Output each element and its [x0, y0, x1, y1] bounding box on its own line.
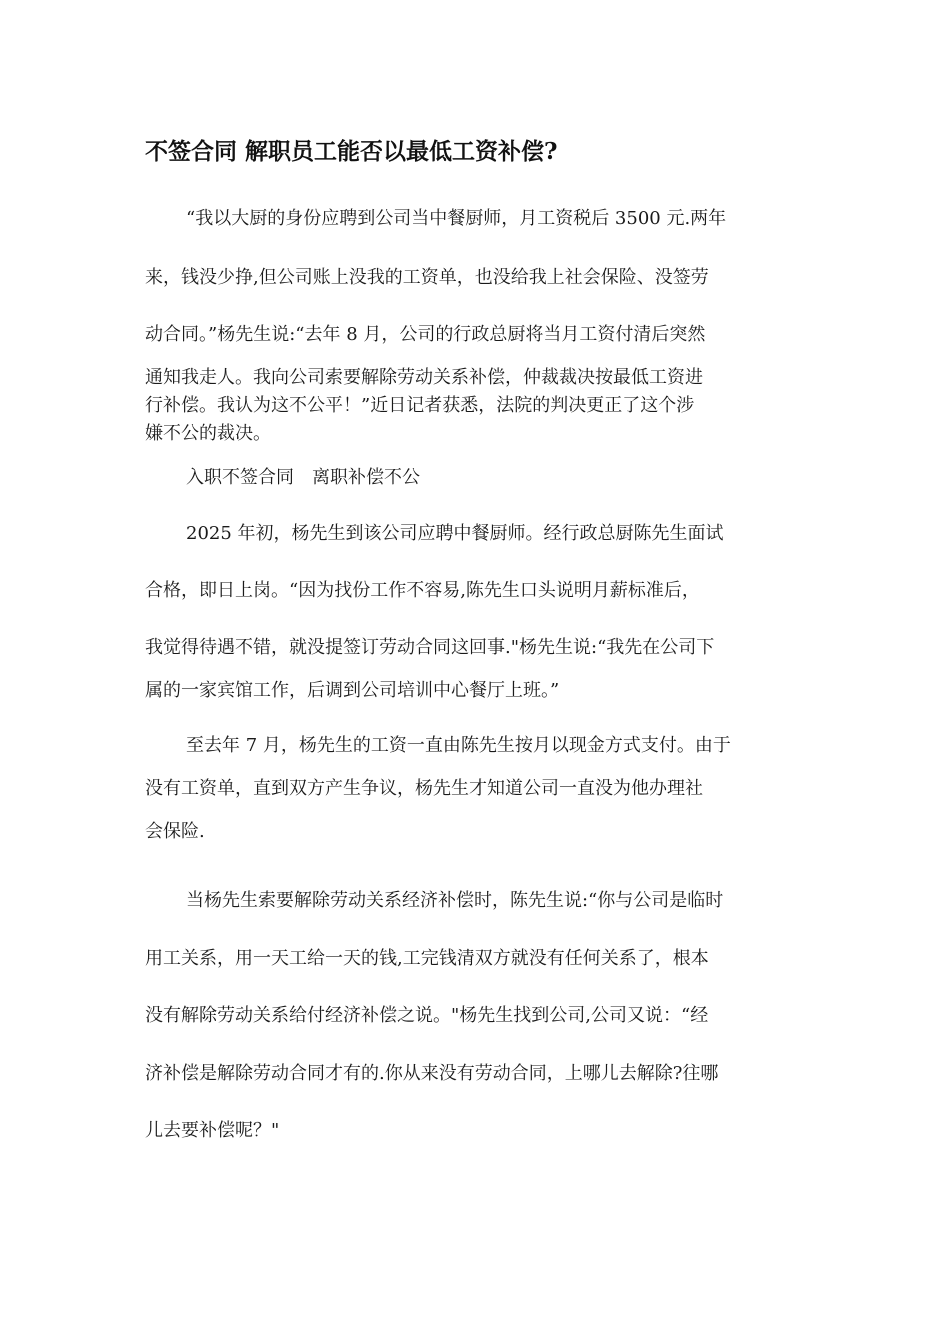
paragraph-line: 合格，即日上岗。“因为找份工作不容易,陈先生口头说明月薪标准后，	[145, 580, 700, 601]
paragraph-line: 2025 年初，杨先生到该公司应聘中餐厨师。经行政总厨陈先生面试	[186, 523, 724, 544]
paragraph-line: 至去年 7 月，杨先生的工资一直由陈先生按月以现金方式支付。由于	[186, 735, 731, 756]
paragraph-line: 行补偿。我认为这不公平！”近日记者获悉，法院的判决更正了这个涉	[145, 395, 695, 416]
paragraph-line: 动合同。”杨先生说:“去年 8 月，公司的行政总厨将当月工资付清后突然	[145, 324, 706, 345]
paragraph-line: 通知我走人。我向公司索要解除劳动关系补偿，仲裁裁决按最低工资进	[145, 367, 703, 388]
article-title: 不签合同 解职员工能否以最低工资补偿?	[145, 138, 558, 165]
paragraph-line: 来，钱没少挣,但公司账上没我的工资单，也没给我上社会保险、没签劳	[145, 267, 709, 288]
paragraph-line: 用工关系，用一天工给一天的钱,工完钱清双方就没有任何关系了，根本	[145, 948, 709, 969]
paragraph-line: 会保险.	[145, 821, 205, 842]
paragraph-line: 济补偿是解除劳动合同才有的.你从来没有劳动合同，上哪儿去解除?往哪	[145, 1063, 719, 1084]
paragraph-line: 儿去要补偿呢？"	[145, 1120, 280, 1141]
paragraph-line: 属的一家宾馆工作，后调到公司培训中心餐厅上班。”	[145, 680, 560, 701]
section-subheading: 入职不签合同 离职补偿不公	[186, 467, 420, 488]
paragraph-line: 我觉得待遇不错，就没提签订劳动合同这回事."杨先生说:“我先在公司下	[145, 637, 715, 658]
paragraph-line: 没有工资单，直到双方产生争议，杨先生才知道公司一直没为他办理社	[145, 778, 703, 799]
paragraph-line: 没有解除劳动关系给付经济补偿之说。"杨先生找到公司,公司又说：“经	[145, 1005, 709, 1026]
paragraph-line: “我以大厨的身份应聘到公司当中餐厨师，月工资税后 3500 元.两年	[186, 208, 727, 229]
paragraph-line: 嫌不公的裁决。	[145, 423, 271, 444]
paragraph-line: 当杨先生索要解除劳动关系经济补偿时，陈先生说:“你与公司是临时	[186, 890, 724, 911]
